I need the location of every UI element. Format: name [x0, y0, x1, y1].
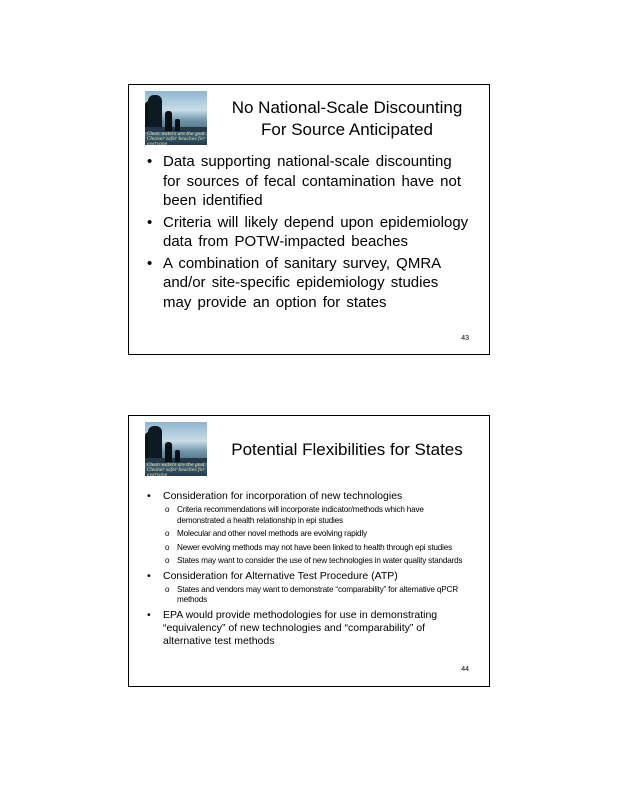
logo-caption: Clean waters are the goal Cleaner safer beaches for everyone [147, 132, 205, 145]
sub-bullet-item: o States may want to consider the use of new technologies in water quality standards [163, 556, 467, 567]
sub-bullet-list [163, 585, 467, 606]
bullet-text: EPA would provide methodologies for use in demonstrating “equivalency” of new technologies and “comparability” of alternative test methods [163, 608, 438, 647]
bullet-item [147, 570, 467, 606]
page-number: 44 [461, 666, 469, 673]
sub-bullet-item: o States and vendors may want to demonstrate “comparability” for alternative qPCR methods [163, 585, 467, 606]
bullet-item [147, 609, 467, 648]
person-silhouette-icon [165, 442, 172, 462]
person-silhouette-icon [165, 111, 172, 131]
bullet-list [147, 487, 467, 648]
slide-43 [128, 84, 490, 355]
logo-caption: Clean waters are the goal Cleaner safer beaches for everyone [147, 463, 205, 476]
child-silhouette-icon [175, 450, 180, 462]
slide-title: Potential Flexibilities for States [231, 440, 463, 459]
beach-logo-image [145, 422, 207, 476]
page-number: 43 [461, 335, 469, 342]
sub-bullet-item: o Criteria recommendations will incorporate indicator/methods which have demonstrated a health relationship in epi studies [163, 505, 467, 526]
sub-bullet-item: o Newer evolving methods may not have been linked to health through epi studies [163, 543, 467, 554]
bullet-list [147, 152, 469, 314]
bullet-item: • A combination of sanitary survey, QMRA and/or site-specific epidemiology studies may provide an option for states [147, 254, 469, 313]
bullet-item: • Data supporting national-scale discounting for sources of fecal contamination have not been identified [147, 152, 469, 211]
bullet-item: • Criteria will likely depend upon epidemiology data from POTW-impacted beaches [147, 213, 469, 252]
sub-bullet-list [163, 505, 467, 567]
bullet-text: Consideration for Alternative Test Procedure (ATP) [163, 569, 398, 582]
slide-title: No National-Scale Discounting For Source Anticipated [231, 98, 463, 139]
bullet-item [147, 490, 467, 567]
slide-44 [128, 415, 490, 687]
beach-logo-image [145, 91, 207, 145]
child-silhouette-icon [175, 119, 180, 131]
sub-bullet-item: o Molecular and other novel methods are evolving rapidly [163, 529, 467, 540]
bullet-text: Consideration for incorporation of new technologies [163, 490, 403, 502]
